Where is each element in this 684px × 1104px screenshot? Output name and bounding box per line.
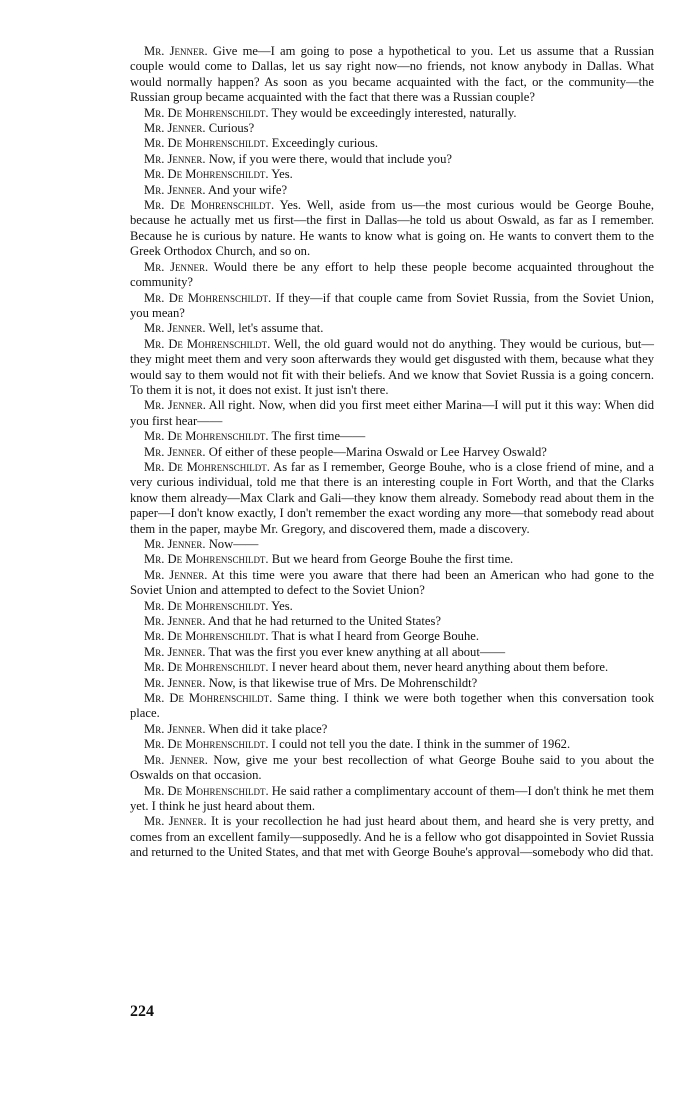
page-number: 224 (130, 1003, 154, 1020)
statement-text: Yes. (271, 598, 293, 613)
statement-text: As far as I remember, George Bouhe, who is a close friend of mine, and a very curious individual, told me that there is an interesting couple in Fort Worth, and that the Clarks know them already—Max Clark and Gali—they know them already. Somebody read about them in the paper—I don't know exactly, I don't remember the exact wording any more—that somebody read about them in the paper, maybe Mr. Gregory, and discovered them, made a discovery. (130, 459, 654, 536)
transcript-page (130, 44, 654, 861)
speaker-name: Mr. Jenner. (144, 567, 208, 582)
testimony-paragraph (130, 691, 654, 722)
speaker-name: Mr. De Mohrenschildt. (144, 136, 269, 151)
statement-text: Exceedingly curious. (271, 136, 379, 151)
statement-text: And that he had returned to the United States? (208, 614, 441, 629)
statement-text: And your wife? (208, 182, 288, 197)
testimony-paragraph (130, 784, 654, 815)
speaker-name: Mr. Jenner. (144, 182, 206, 197)
statement-text: Give me—I am going to pose a hypothetical to you. Let us assume that a Russian couple would come to Dallas, let us say right now—no friends, not know anybody in Dallas. What would normally happen? As soon as you became acquainted with the fact, or the community—the Russian group became acquainted with the fact that there was a Russian couple? (130, 44, 655, 105)
speaker-name: Mr. De Mohrenschildt. (144, 552, 269, 567)
testimony-paragraph (130, 167, 654, 182)
speaker-name: Mr. De Mohrenschildt. (144, 598, 269, 613)
statement-text: It is your recollection he had just heard about them, and heard she is very pretty, and comes from an excellent family—supposedly. And he is a fellow who got disappointed in Soviet Russia and returned to the United States, and that met with George Bouhe's approval—somebody who did that. (130, 814, 655, 860)
statement-text: He said rather a complimentary account of them—I don't think he met them yet. I think he just heard about them. (130, 783, 654, 813)
statement-text: Curious? (208, 121, 255, 136)
testimony-paragraph (130, 753, 654, 784)
statement-text: But we heard from George Bouhe the first time. (271, 552, 514, 567)
speaker-name: Mr. De Mohrenschildt. (144, 783, 269, 798)
speaker-name: Mr. Jenner. (144, 121, 206, 136)
speaker-name: Mr. Jenner. (144, 321, 206, 336)
testimony-paragraph (130, 660, 654, 675)
speaker-name: Mr. De Mohrenschildt. (144, 290, 272, 305)
speaker-name: Mr. Jenner. (144, 259, 209, 274)
testimony-paragraph (130, 645, 654, 660)
statement-text: They would be exceedingly interested, naturally. (271, 105, 517, 120)
statement-text: Now, if you were there, would that include you? (208, 151, 452, 166)
speaker-name: Mr. Jenner. (144, 444, 206, 459)
speaker-name: Mr. De Mohrenschildt. (144, 737, 269, 752)
speaker-name: Mr. De Mohrenschildt. (144, 459, 270, 474)
testimony-paragraph (130, 460, 654, 537)
statement-text: Now, give me your best recollection of what George Bouhe said to you about the Oswalds on that occasion. (130, 752, 654, 783)
statement-text: All right. Now, when did you first meet either Marina—I will put it this way: When did you first hear—— (130, 398, 654, 428)
testimony-paragraph (130, 537, 654, 552)
speaker-name: Mr. Jenner. (144, 721, 206, 736)
speaker-name: Mr. Jenner. (144, 675, 206, 690)
speaker-name: Mr. Jenner. (144, 614, 206, 629)
testimony-paragraph (130, 568, 654, 599)
speaker-name: Mr. Jenner. (144, 44, 208, 58)
testimony-paragraph (130, 136, 654, 151)
statement-text: Would there be any effort to help these people become acquainted throughout the community? (130, 259, 655, 290)
statement-text: When did it take place? (208, 721, 328, 736)
speaker-name: Mr. De Mohrenschildt. (144, 660, 269, 675)
testimony-paragraph (130, 152, 654, 167)
speaker-name: Mr. Jenner. (144, 537, 206, 551)
speaker-name: Mr. Jenner. (144, 398, 206, 413)
speaker-name: Mr. De Mohrenschildt. (144, 105, 269, 120)
speaker-name: Mr. Jenner. (144, 814, 207, 829)
statement-text: Yes. Well, aside from us—the most curious would be George Bouhe, because he actually met us first—the first in Dallas—he told us about Oswald, as far as I remember. Because he is curious by nature. He wants to know what is going on. He wants to convert them to the Greek Orthodox Church, and so on. (130, 198, 654, 259)
testimony-paragraph (130, 445, 654, 460)
speaker-name: Mr. De Mohrenschildt. (144, 198, 275, 213)
testimony-paragraph (130, 814, 654, 860)
speaker-name: Mr. De Mohrenschildt. (144, 691, 273, 706)
statement-text: That is what I heard from George Bouhe. (271, 629, 480, 644)
statement-text: Yes. (271, 167, 293, 182)
testimony-paragraph (130, 44, 654, 106)
testimony-paragraph (130, 429, 654, 444)
testimony-paragraph (130, 676, 654, 691)
statement-text: Now—— (208, 537, 259, 551)
speaker-name: Mr. De Mohrenschildt. (144, 629, 269, 644)
speaker-name: Mr. De Mohrenschildt. (144, 336, 271, 351)
speaker-name: Mr. Jenner. (144, 151, 206, 166)
statement-text: If they—if that couple came from Soviet Russia, from the Soviet Union, you mean? (130, 290, 654, 320)
statement-text: I could not tell you the date. I think in the summer of 1962. (271, 737, 571, 752)
speaker-name: Mr. De Mohrenschildt. (144, 429, 269, 444)
testimony-paragraph (130, 106, 654, 121)
statement-text: At this time were you aware that there had been an American who had gone to the Soviet Union and attempted to defect to the Soviet Union? (130, 567, 654, 598)
testimony-paragraph (130, 321, 654, 336)
statement-text: Same thing. I think we were both together when this conversation took place. (130, 691, 654, 721)
testimony-paragraph (130, 260, 654, 291)
statement-text: That was the first you ever knew anything at all about—— (208, 644, 506, 659)
testimony-paragraph (130, 121, 654, 136)
statement-text: The first time—— (271, 429, 366, 444)
testimony-paragraph (130, 614, 654, 629)
testimony-paragraph (130, 629, 654, 644)
testimony-paragraph (130, 198, 654, 260)
testimony-paragraph (130, 552, 654, 567)
testimony-paragraph (130, 722, 654, 737)
speaker-name: Mr. De Mohrenschildt. (144, 167, 269, 182)
statement-text: Now, is that likewise true of Mrs. De Mohrenschildt? (208, 675, 478, 690)
testimony-paragraph (130, 183, 654, 198)
statement-text: Well, let's assume that. (208, 321, 324, 336)
testimony-paragraph (130, 291, 654, 322)
testimony-paragraph (130, 599, 654, 614)
testimony-paragraph (130, 398, 654, 429)
testimony-paragraph (130, 337, 654, 399)
statement-text: Well, the old guard would not do anything. They would be curious, but—they might meet them and very soon afterwards they would get disgusted with them, because what they would say to them would not fit with their beliefs. And we know that Soviet Russia is a going concern. To them it is not, it does not exist. It just isn't there. (130, 336, 654, 397)
testimony-paragraph (130, 737, 654, 752)
statement-text: Of either of these people—Marina Oswald or Lee Harvey Oswald? (208, 444, 547, 459)
speaker-name: Mr. Jenner. (144, 644, 206, 659)
speaker-name: Mr. Jenner. (144, 752, 208, 767)
statement-text: I never heard about them, never heard anything about them before. (271, 660, 609, 675)
